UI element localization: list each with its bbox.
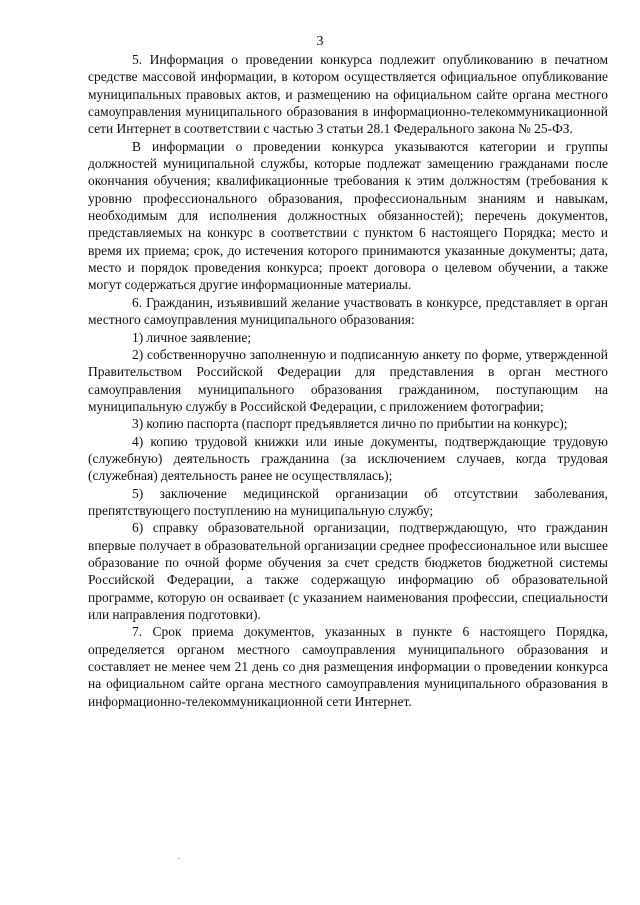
list-item-education-certificate: 6) справку образовательной организации, подтверждающую, что гражданин впервые получает в образовательной организации среднее профессиональное или высшее образование по очной форме обучения за счет средств бюджетов бюджетной системы Российской Федерации, а также содержащую информацию об образовательной программе, которую он осваивает (с указанием наименования профессии, специальности или направления подготовки).	[88, 520, 608, 622]
paragraph-5-publication: 5. Информация о проведении конкурса подлежит опубликованию в печатном средстве массовой информации, в котором осуществляется официальное опубликование муниципальных правовых актов, и размещению на официальном сайте органа местного самоуправления муниципального образования в информационно-телекоммуникационной сети Интернет в соответствии с частью 3 статьи 28.1 Федерального закона № 25-ФЗ.	[88, 52, 608, 137]
paragraph-contest-information: В информации о проведении конкурса указываются категории и группы должностей муниципальной службы, которые подлежат замещению гражданами после окончания обучения; квалификационные требования к этим должностям (требования к уровню профессионального образования, профессиональным знаниям и навыкам, необходимым для исполнения должностных обязанностей); перечень документов, представляемых на конкурс в соответствии с пунктом 6 настоящего Порядка; место и время их приема; срок, до истечения которого принимаются указанные документы; дата, место и порядок проведения конкурса; проект договора о целевом обучении, а также могут содержаться другие информационные материалы.	[88, 138, 608, 293]
page-number: 3	[316, 34, 324, 49]
list-item-employment-record: 4) копию трудовой книжки или иные документы, подтверждающие трудовую (служебную) деятельность гражданина (за исключением случаев, когда трудовая (служебная) деятельность ранее не осуществлялась);	[88, 433, 608, 484]
list-item-medical-report: 5) заключение медицинской организации об отсутствии заболевания, препятствующего поступлению на муниципальную службу;	[88, 485, 608, 518]
paragraph-6-documents: 6. Гражданин, изъявивший желание участвовать в конкурсе, представляет в орган местного самоуправления муниципального образования:	[88, 294, 608, 328]
list-item-passport-copy: 3) копию паспорта (паспорт предъявляется лично по прибытии на конкурс);	[132, 416, 568, 432]
document-body	[88, 51, 608, 710]
list-item-application: 1) личное заявление;	[132, 329, 252, 345]
scan-speck	[178, 858, 180, 859]
list-item-questionnaire: 2) собственноручно заполненную и подписанную анкету по форме, утвержденной Правительством Российской Федерации для представления в орган местного самоуправления муниципального образования гражданином, поступающим на муниципальную службу в Российской Федерации, с приложением фотографии;	[88, 346, 608, 414]
paragraph-7-deadline: 7. Срок приема документов, указанных в пункте 6 настоящего Порядка, определяется органом местного самоуправления муниципального образования и составляет не менее чем 21 день со дня размещения информации о проведении конкурса на официальном сайте органа местного самоуправления муниципального образования в информационно-телекоммуникационной сети Интернет.	[88, 624, 608, 709]
